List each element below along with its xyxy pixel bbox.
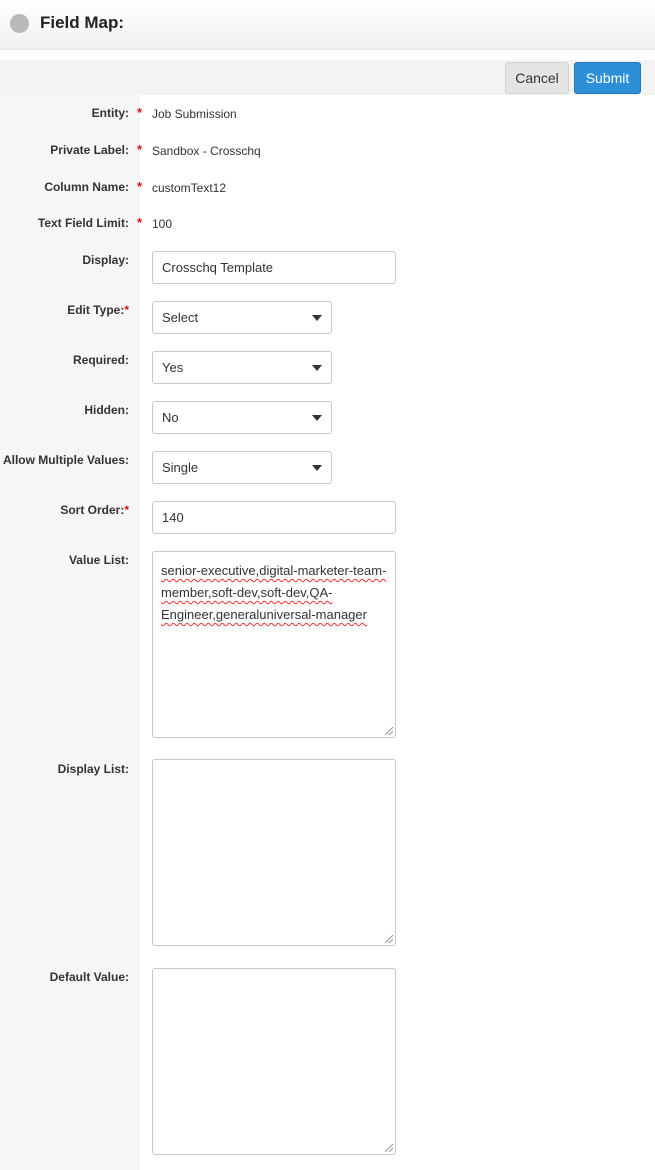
action-toolbar xyxy=(0,60,655,95)
text-field-limit-label: Text Field Limit: xyxy=(37,216,129,230)
required-select[interactable] xyxy=(152,351,332,384)
default-value-textarea[interactable] xyxy=(152,968,396,1155)
display-input-value: Crosschq Template xyxy=(162,260,274,275)
resize-handle-icon[interactable] xyxy=(385,1144,393,1152)
column-name-label: Column Name: xyxy=(44,180,129,194)
required-label: Required: xyxy=(72,353,129,367)
page-title: Field Map: xyxy=(40,13,125,32)
cancel-button[interactable]: Cancel xyxy=(505,62,569,94)
required-marker: * xyxy=(137,215,143,230)
hidden-selected: No xyxy=(162,410,179,425)
required-marker: * xyxy=(137,179,143,194)
submit-button[interactable]: Submit xyxy=(574,62,641,94)
required-marker: * xyxy=(137,105,143,120)
display-list-textarea[interactable] xyxy=(152,759,396,946)
dropdown-caret-icon xyxy=(312,415,322,421)
value-list-label: Value List: xyxy=(68,553,129,567)
dropdown-caret-icon xyxy=(312,315,322,321)
sort-order-label: Sort Order:* xyxy=(60,503,129,517)
sort-order-input[interactable] xyxy=(152,501,396,534)
entity-label: Entity: xyxy=(91,106,129,120)
dropdown-caret-icon xyxy=(312,365,322,371)
resize-handle-icon[interactable] xyxy=(385,935,393,943)
private-label-label: Private Label: xyxy=(50,143,129,157)
resize-handle-icon[interactable] xyxy=(385,727,393,735)
required-selected: Yes xyxy=(162,360,184,375)
allow-multiple-values-select[interactable] xyxy=(152,451,332,484)
value-list-textarea[interactable] xyxy=(152,551,396,738)
dropdown-caret-icon xyxy=(312,465,322,471)
value-list-text: senior-executive,digital-marketer-team-member,soft-dev,soft-dev,QA-Engineer,generaluniversal-manager xyxy=(161,563,387,622)
allow-multiple-values-label: Allow Multiple Values: xyxy=(2,453,129,467)
private-label-value: Sandbox - Crosschq xyxy=(152,144,261,158)
edit-type-label: Edit Type:* xyxy=(67,303,129,317)
column-name-value: customText12 xyxy=(152,181,227,195)
edit-type-selected: Select xyxy=(162,310,199,325)
display-label: Display: xyxy=(82,253,129,267)
status-circle-icon xyxy=(10,14,29,33)
allow-multiple-values-selected: Single xyxy=(162,460,199,475)
entity-value: Job Submission xyxy=(152,107,237,121)
display-list-label: Display List: xyxy=(57,762,129,776)
hidden-select[interactable] xyxy=(152,401,332,434)
page-header xyxy=(0,0,655,50)
default-value-label: Default Value: xyxy=(49,970,129,984)
sort-order-input-value: 140 xyxy=(162,510,184,525)
edit-type-select[interactable] xyxy=(152,301,332,334)
display-input[interactable] xyxy=(152,251,396,284)
text-field-limit-value: 100 xyxy=(152,217,173,231)
hidden-label: Hidden: xyxy=(84,403,129,417)
required-marker: * xyxy=(137,142,143,157)
